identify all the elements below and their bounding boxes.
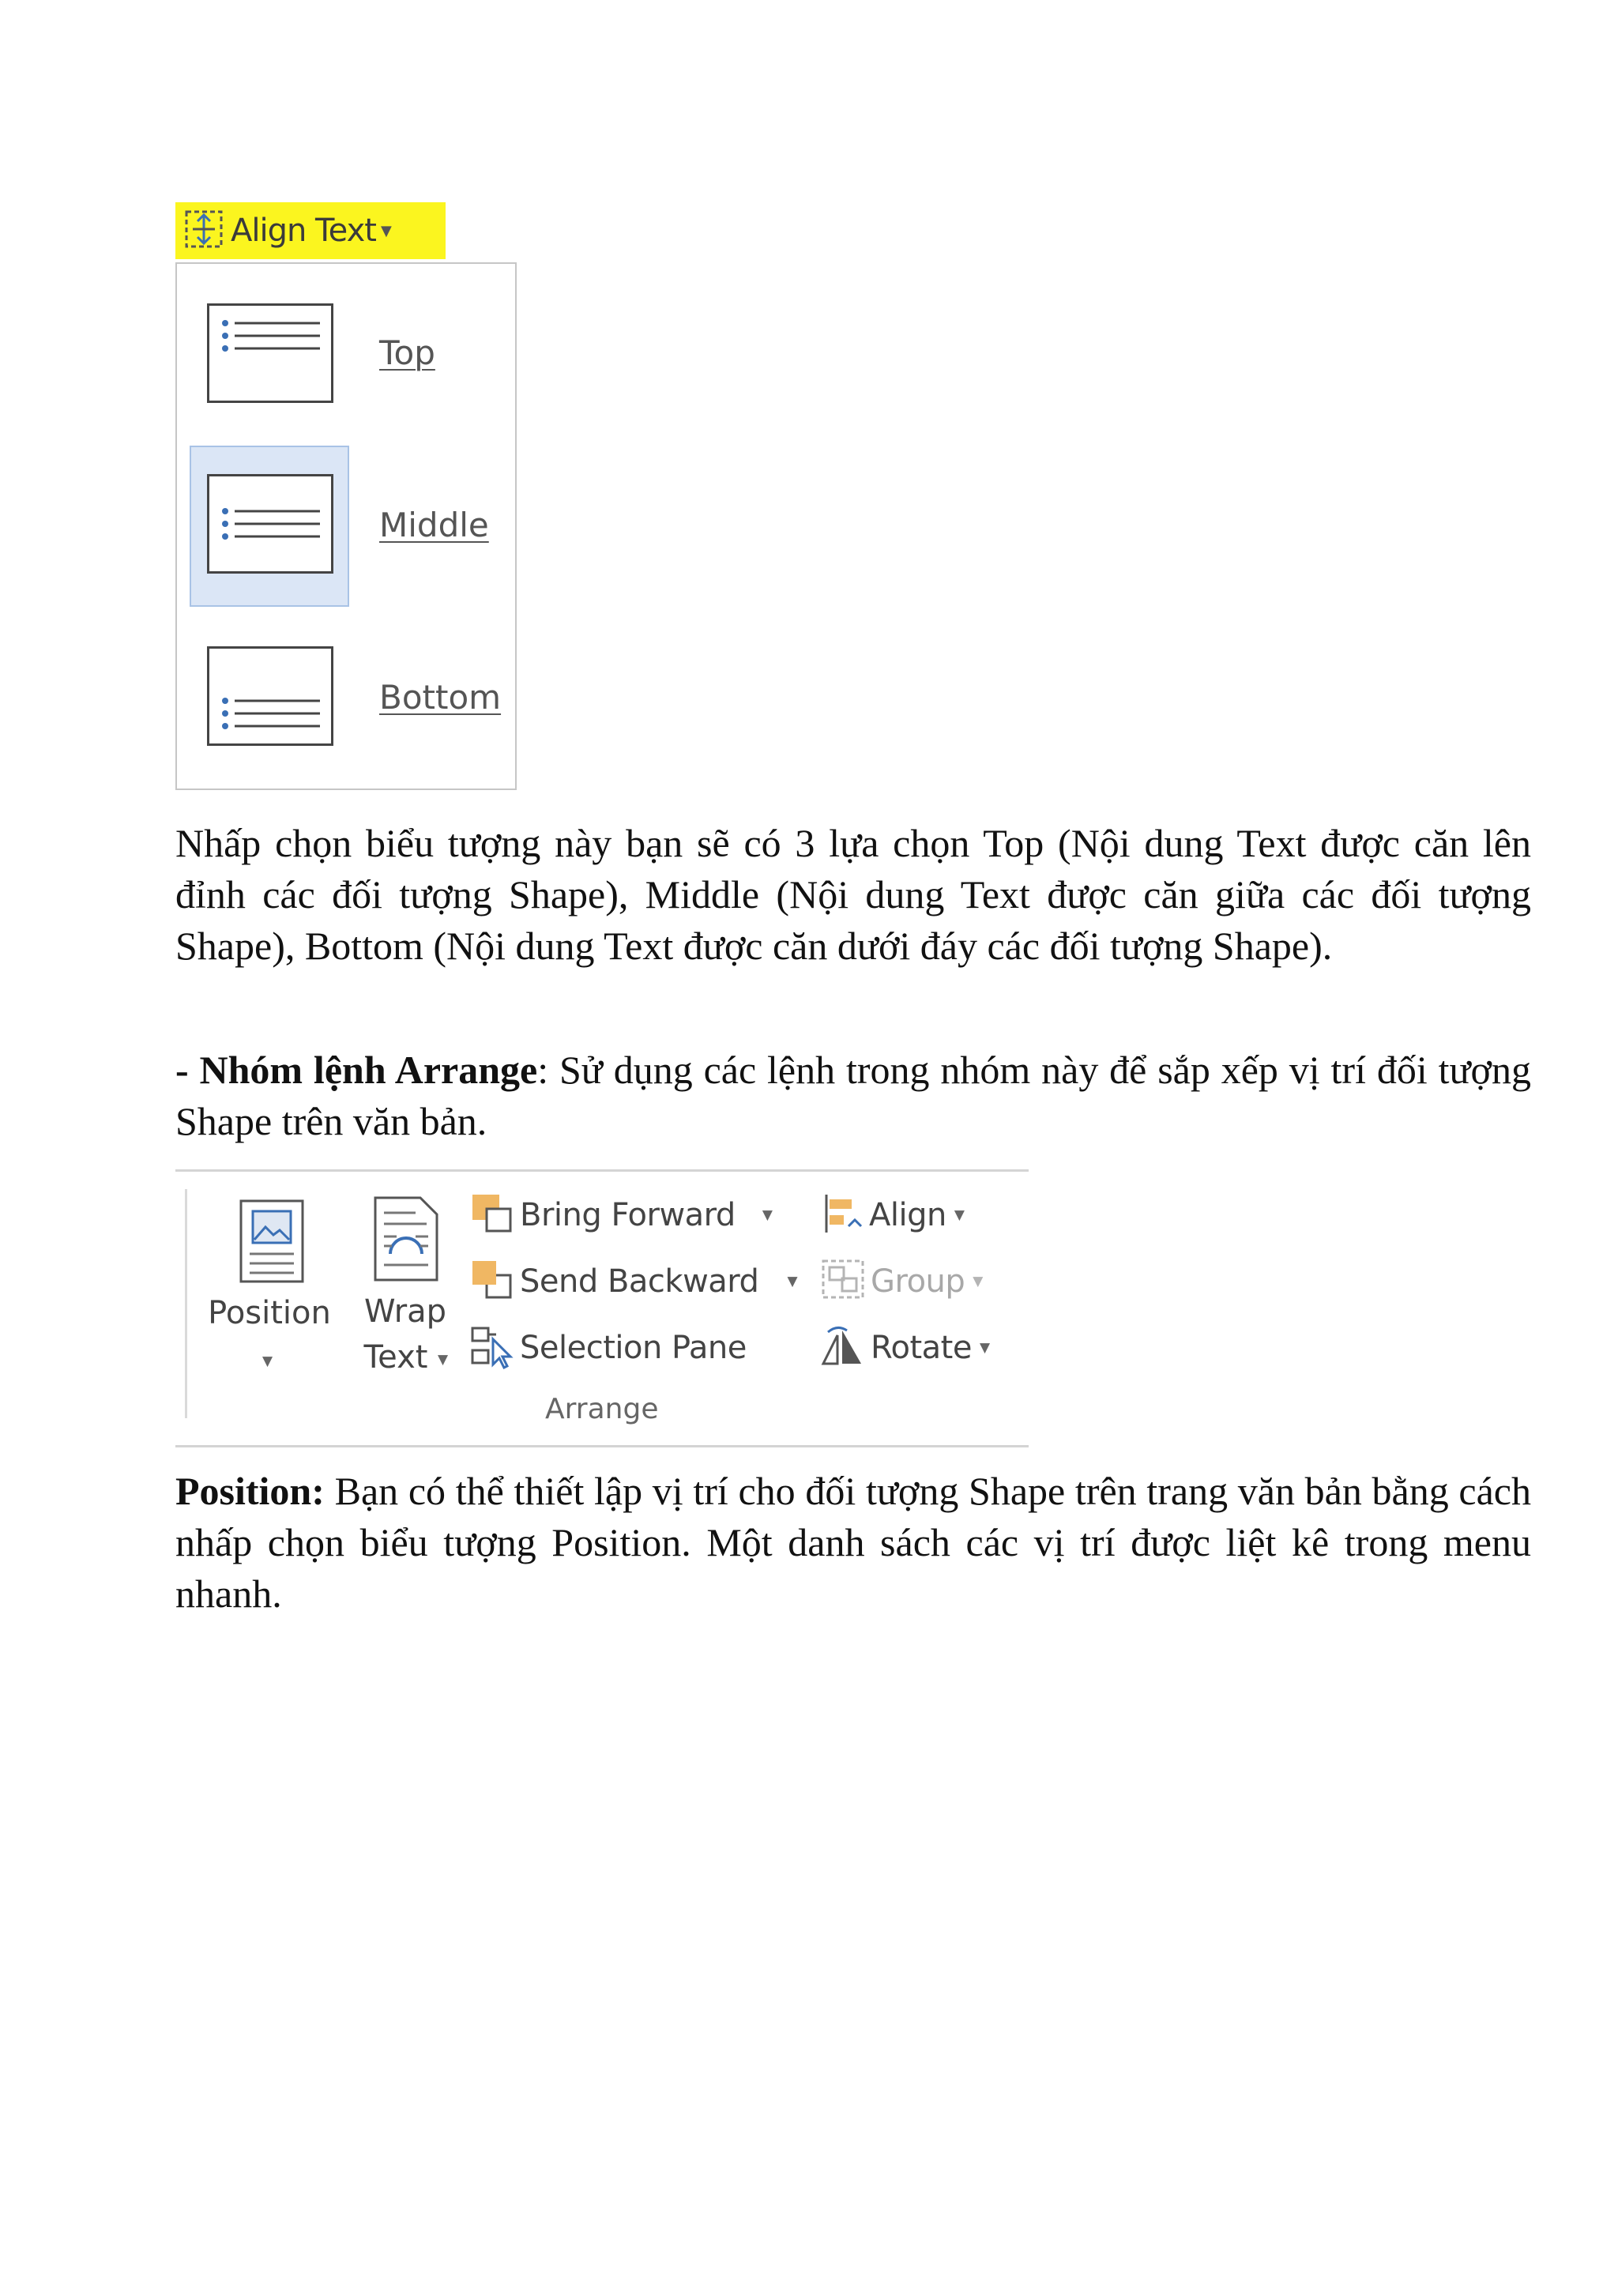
align-option-top-label: Top bbox=[379, 333, 435, 372]
align-option-middle[interactable] bbox=[177, 438, 517, 604]
position-icon bbox=[239, 1199, 305, 1287]
chevron-down-icon: ▼ bbox=[954, 1207, 965, 1223]
chevron-down-icon: ▼ bbox=[380, 222, 392, 239]
align-text-label: Align Text bbox=[231, 213, 376, 249]
send-backward-label: Send Backward bbox=[520, 1263, 759, 1300]
chevron-down-icon: ▼ bbox=[262, 1353, 273, 1369]
group-label: Group bbox=[871, 1263, 965, 1300]
wrap-text-label-line2: Text bbox=[363, 1339, 428, 1376]
align-option-bottom[interactable] bbox=[177, 612, 517, 777]
bring-forward-label: Bring Forward bbox=[520, 1197, 736, 1233]
align-top-icon bbox=[207, 303, 333, 403]
arrange-group-label: Arrange bbox=[545, 1393, 659, 1425]
align-bottom-icon bbox=[207, 646, 333, 746]
chevron-down-icon: ▼ bbox=[762, 1207, 773, 1223]
align-option-middle-label: Middle bbox=[379, 506, 489, 544]
arrange-ribbon-group bbox=[175, 1169, 1029, 1447]
position-button[interactable] bbox=[186, 1188, 341, 1385]
bring-forward-button[interactable] bbox=[469, 1191, 801, 1240]
align-option-top[interactable] bbox=[177, 264, 517, 430]
rotate-button[interactable] bbox=[820, 1323, 1018, 1372]
paragraph-position-description bbox=[175, 1466, 1531, 1620]
group-button[interactable] bbox=[820, 1257, 1010, 1306]
align-text-menu bbox=[175, 262, 517, 790]
align-middle-icon bbox=[207, 474, 333, 574]
rotate-icon bbox=[820, 1324, 866, 1372]
wrap-text-label-line1: Wrap bbox=[363, 1293, 447, 1330]
selection-pane-button[interactable] bbox=[469, 1323, 785, 1372]
group-objects-icon bbox=[820, 1258, 866, 1305]
selection-pane-icon bbox=[469, 1323, 515, 1372]
wrap-text-button[interactable] bbox=[346, 1188, 465, 1393]
paragraph-align-description: Nhấp chọn biểu tượng này bạn sẽ có 3 lựa chọn Top (Nội dung Text được căn lên đỉnh các đối tượng Shape), Middle (Nội dung Text được căn giữa các đối tượng Shape), Bottom (Nội dung Text được căn dưới đáy các đối tượng Shape). bbox=[175, 821, 1531, 968]
arrange-intro-text: : Sử dụng các lệnh trong nhóm này để sắp xếp vị trí đối tượng Shape trên văn bản. bbox=[175, 1048, 1531, 1143]
position-heading: Position: bbox=[175, 1469, 325, 1513]
align-label: Align bbox=[869, 1197, 946, 1233]
selection-pane-label: Selection Pane bbox=[520, 1330, 747, 1366]
chevron-down-icon: ▼ bbox=[438, 1352, 449, 1368]
align-text-icon bbox=[182, 207, 226, 254]
align-text-button[interactable] bbox=[175, 202, 446, 259]
align-objects-icon bbox=[820, 1191, 864, 1239]
align-option-bottom-label: Bottom bbox=[379, 678, 502, 717]
chevron-down-icon: ▼ bbox=[979, 1340, 991, 1356]
paragraph-arrange-intro bbox=[175, 1044, 1531, 1147]
send-backward-button[interactable] bbox=[469, 1257, 817, 1306]
position-label: Position bbox=[208, 1295, 331, 1331]
send-backward-icon bbox=[469, 1258, 515, 1305]
arrange-heading: - Nhóm lệnh Arrange bbox=[175, 1048, 538, 1092]
chevron-down-icon: ▼ bbox=[973, 1274, 984, 1289]
wrap-text-icon bbox=[373, 1195, 439, 1285]
position-description-text: Bạn có thể thiết lập vị trí cho đối tượng Shape trên trang văn bản bằng cách nhấp chọn biểu tượng Position. Một danh sách các vị trí được liệt kê trong menu nhanh. bbox=[175, 1469, 1531, 1616]
rotate-label: Rotate bbox=[871, 1330, 972, 1366]
bring-forward-icon bbox=[469, 1191, 515, 1239]
chevron-down-icon: ▼ bbox=[787, 1274, 798, 1289]
align-button[interactable] bbox=[820, 1191, 1002, 1240]
